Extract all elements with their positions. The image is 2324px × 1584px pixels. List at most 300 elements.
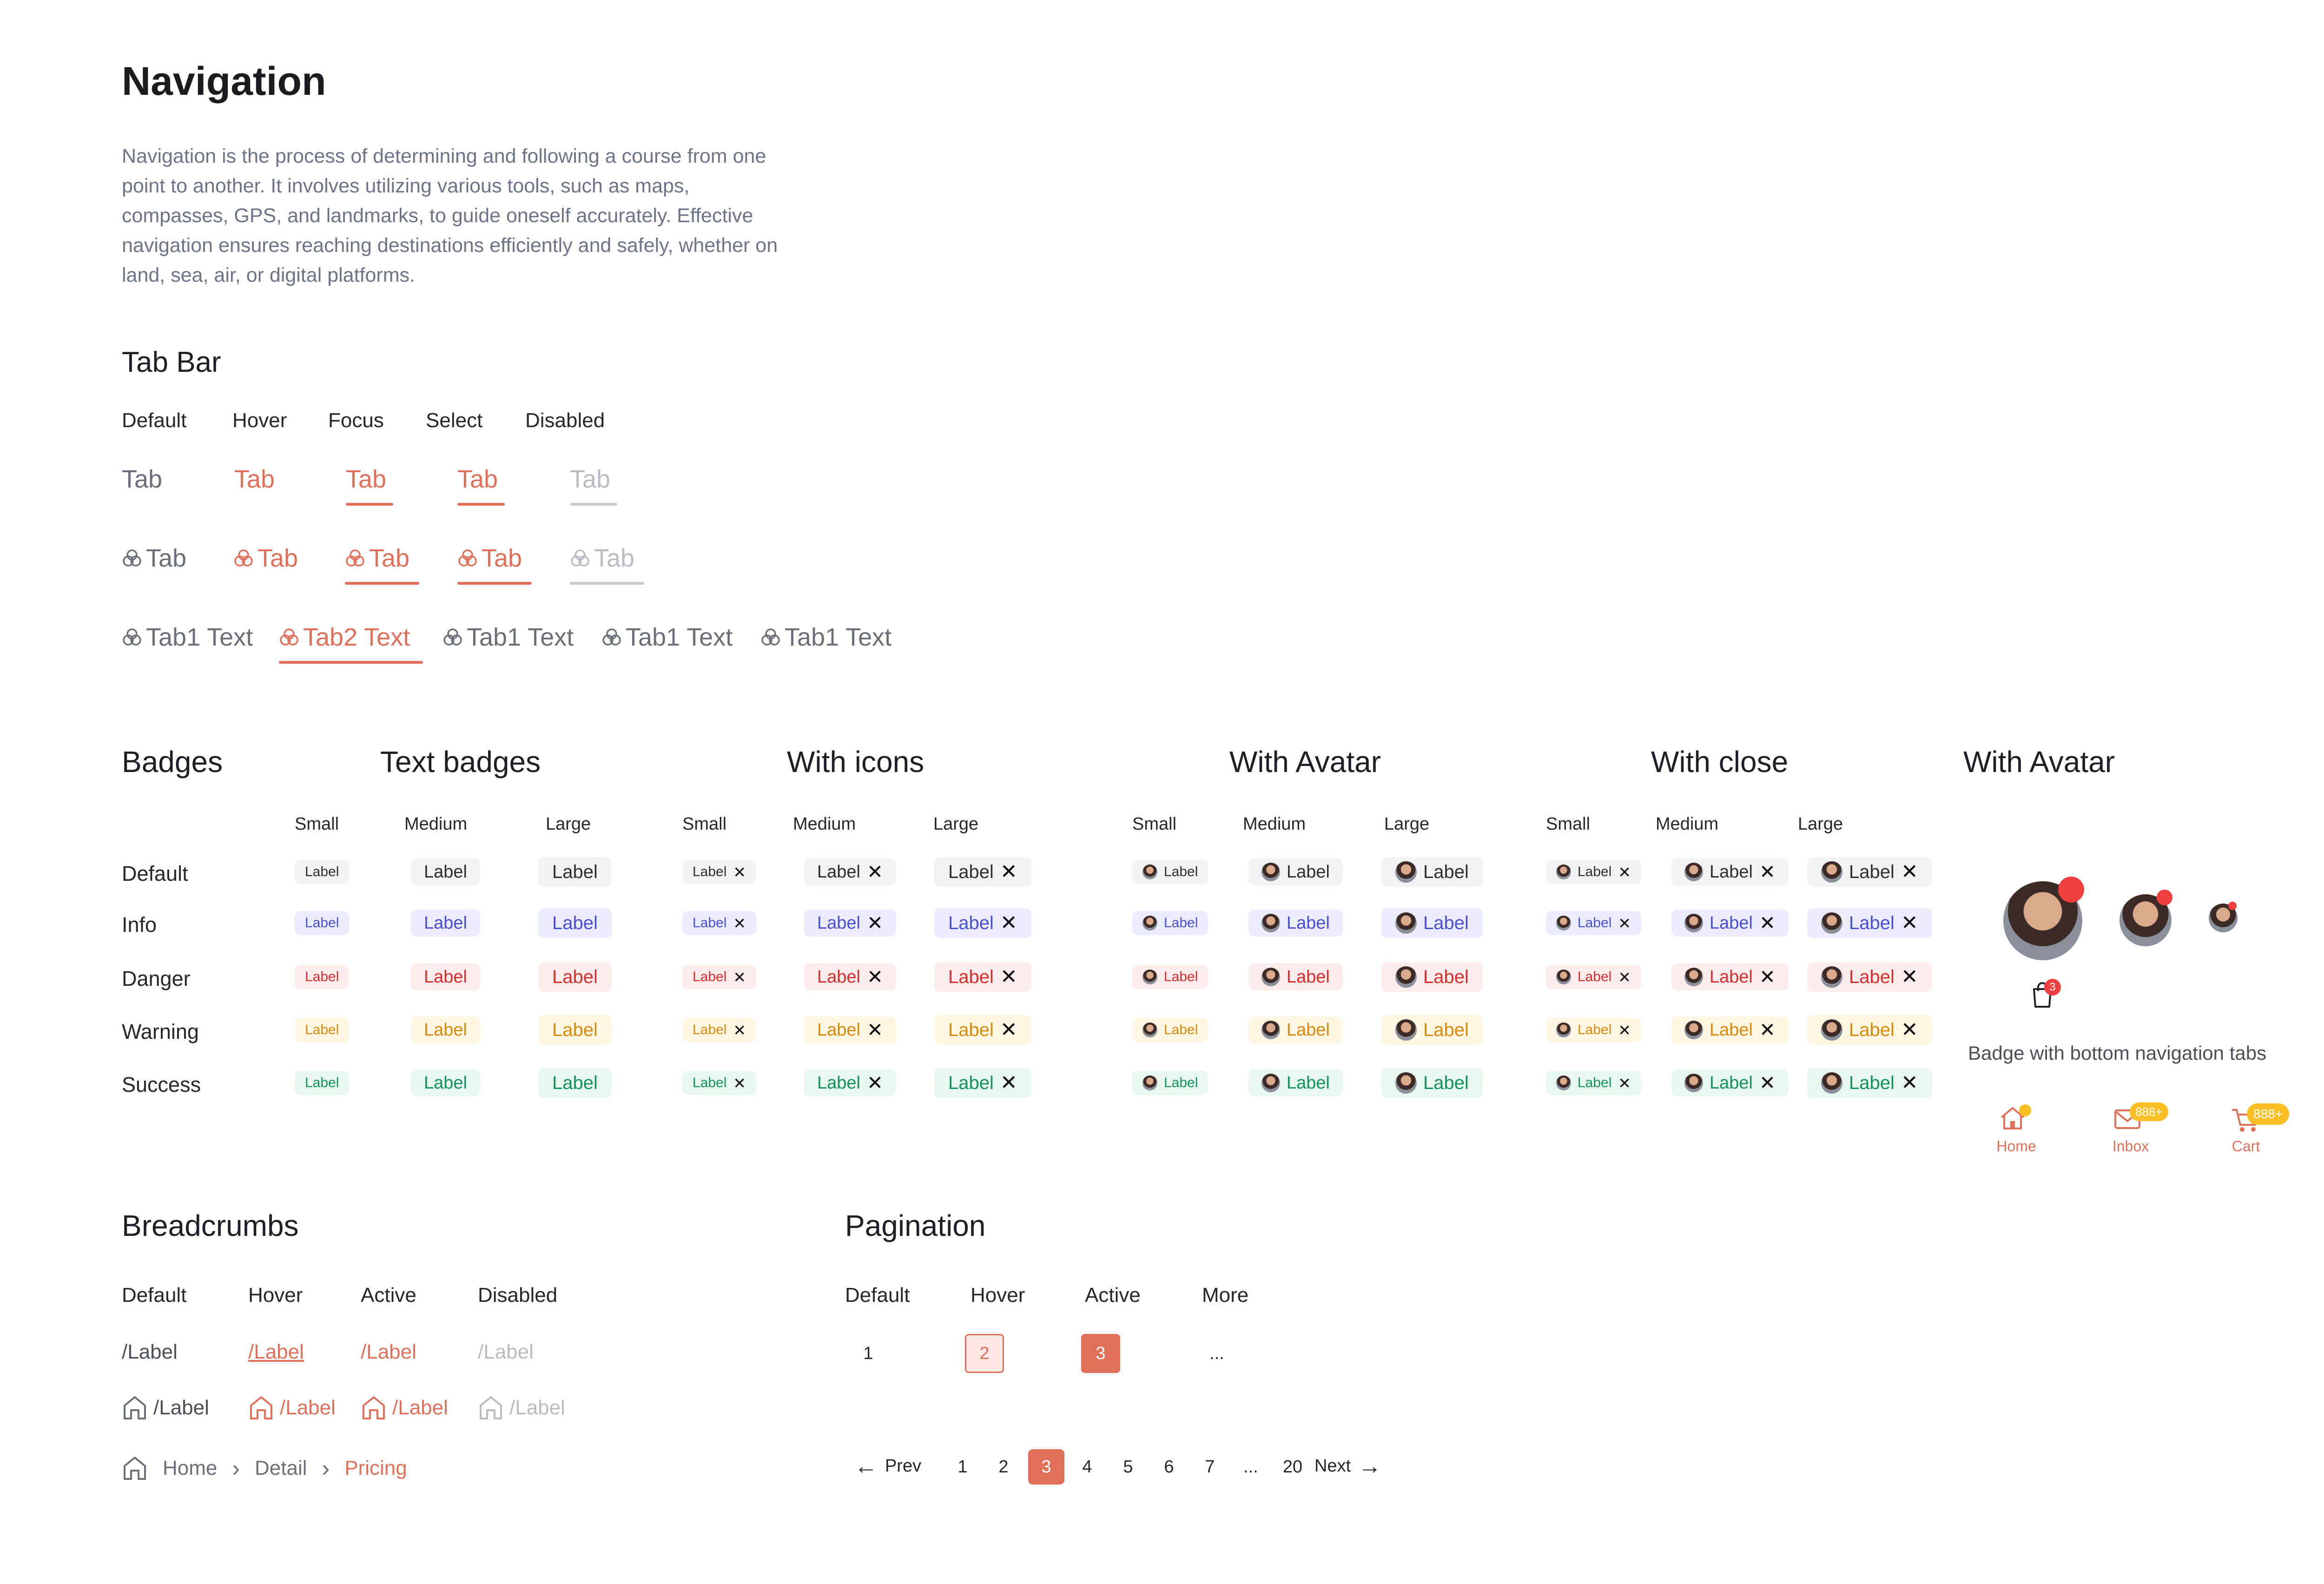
badge-danger[interactable] <box>1546 965 1641 989</box>
close-icon[interactable]: ✕ <box>1759 966 1776 988</box>
close-icon[interactable]: ✕ <box>1000 911 1017 934</box>
breadcrumb-link[interactable]: Detail <box>255 1457 307 1479</box>
badge-info <box>1248 910 1343 937</box>
arrow-right-icon: → <box>1358 1453 1382 1479</box>
badge-label: Label <box>948 861 994 882</box>
avatar <box>1556 916 1571 931</box>
close-badges-title: With close <box>1651 745 1789 779</box>
badge-label: Label <box>1164 915 1198 931</box>
page-number[interactable]: 3 <box>1028 1449 1064 1485</box>
badge-warning <box>411 1016 480 1043</box>
avatar <box>1684 968 1703 986</box>
badge-danger <box>538 962 612 992</box>
badge-success <box>1132 1071 1208 1095</box>
badge-label: Label <box>305 1075 339 1090</box>
breadcrumb-home-item[interactable] <box>361 1395 448 1420</box>
badge-warning <box>682 1018 756 1042</box>
badge-label: Label <box>1287 1073 1330 1093</box>
badge-label: Label <box>693 969 727 984</box>
page-number[interactable]: 5 <box>1123 1457 1133 1477</box>
breadcrumb-item[interactable]: /Label <box>248 1340 304 1363</box>
avatar <box>1684 1021 1703 1039</box>
breadcrumbs-title: Breadcrumbs <box>122 1209 299 1242</box>
close-icon[interactable]: ✕ <box>1000 1071 1017 1094</box>
badge-danger[interactable] <box>1807 962 1932 992</box>
badge-label: Label <box>552 1072 598 1093</box>
text-tab[interactable] <box>122 623 253 652</box>
badge-warning <box>804 1016 896 1043</box>
badge-row-label: Info <box>122 913 157 937</box>
page-number[interactable]: 7 <box>1205 1457 1215 1477</box>
badge-label: Label <box>817 967 860 987</box>
breadcrumb-home-item <box>478 1395 565 1420</box>
text-tab[interactable] <box>760 623 891 652</box>
badge-danger <box>1381 962 1483 992</box>
pagination-state-label: Active <box>1085 1284 1141 1307</box>
badge-info <box>1132 911 1208 935</box>
close-icon[interactable]: ✕ <box>1000 860 1017 883</box>
cart-count-badge: 888+ <box>2247 1103 2289 1125</box>
badge-success[interactable] <box>1546 1071 1641 1095</box>
pagination-state-label: More <box>1202 1284 1249 1307</box>
badge-label: Label <box>552 966 598 987</box>
tab-item[interactable]: Tab <box>346 465 387 493</box>
tab-underline <box>345 582 419 585</box>
nav-inbox-label[interactable]: Inbox <box>2112 1138 2149 1155</box>
badge-danger <box>411 964 480 990</box>
badge-label: Label <box>1423 912 1469 933</box>
badge-danger[interactable] <box>1671 964 1789 990</box>
badge-label: Label <box>693 864 727 879</box>
badge-warning[interactable] <box>1671 1016 1789 1043</box>
badge-info <box>295 911 349 935</box>
avatar <box>1395 1072 1417 1094</box>
close-icon[interactable]: ✕ <box>733 863 746 881</box>
close-icon[interactable]: ✕ <box>1901 1071 1918 1094</box>
icon-tab-item[interactable] <box>345 544 409 573</box>
badge-danger <box>1132 965 1208 989</box>
tab-icon <box>442 627 463 647</box>
badge-success <box>1248 1069 1343 1096</box>
close-icon[interactable]: ✕ <box>1901 965 1918 988</box>
badge-warning <box>1381 1015 1483 1045</box>
badge-default <box>682 860 756 884</box>
badge-label: Label <box>305 915 339 931</box>
badge-danger <box>682 965 756 989</box>
arrow-left-icon: ← <box>854 1453 878 1479</box>
close-icon[interactable]: ✕ <box>866 912 884 934</box>
home-icon <box>122 1456 148 1481</box>
home-dot <box>2019 1104 2031 1116</box>
pagination-state-label: Hover <box>971 1284 1025 1307</box>
badge-label: Label <box>1849 1072 1895 1093</box>
tab-label: Tab <box>594 544 635 572</box>
badge-success <box>538 1068 612 1098</box>
avatar-notif-title: With Avatar <box>1963 745 2115 779</box>
size-label: Medium <box>1243 814 1306 834</box>
badge-success <box>295 1071 349 1095</box>
badge-success[interactable] <box>1807 1068 1932 1098</box>
badge-warning <box>1248 1016 1343 1043</box>
badge-warning[interactable] <box>1546 1018 1641 1042</box>
badge-label: Label <box>1164 1022 1198 1037</box>
size-label: Medium <box>793 814 856 834</box>
badge-label: Label <box>552 1019 598 1040</box>
home-icon <box>122 1395 148 1420</box>
close-icon[interactable]: ✕ <box>1618 1074 1631 1092</box>
text-badges-title: Text badges <box>380 745 541 779</box>
badge-label: Label <box>817 1020 860 1040</box>
badge-label: Label <box>817 913 860 933</box>
tab-underline <box>457 582 532 585</box>
page-button[interactable]: 1 <box>863 1343 873 1363</box>
badge-warning[interactable] <box>1807 1015 1932 1045</box>
avatar <box>1395 966 1417 988</box>
close-icon[interactable]: ✕ <box>733 968 746 986</box>
text-tab[interactable] <box>442 623 574 652</box>
badge-label: Label <box>1578 864 1612 879</box>
size-label: Small <box>295 814 339 834</box>
avatar <box>1395 912 1417 934</box>
nav-home-label[interactable]: Home <box>1996 1138 2036 1155</box>
avatar <box>1261 863 1280 881</box>
badge-row-label: Success <box>122 1073 201 1096</box>
badge-default[interactable] <box>1671 858 1789 885</box>
badge-success[interactable] <box>1671 1069 1789 1096</box>
tab-state-label: Default <box>122 409 187 432</box>
close-icon[interactable]: ✕ <box>1901 1018 1918 1041</box>
prev-button[interactable] <box>854 1452 921 1480</box>
badge-label: Label <box>1849 912 1895 933</box>
tab-underline <box>346 503 393 506</box>
badge-label: Label <box>1423 1072 1469 1093</box>
badge-label: Label <box>1578 969 1612 984</box>
close-icon[interactable]: ✕ <box>866 966 884 988</box>
badge-label: Label <box>1710 913 1753 933</box>
icon-badges-title: With icons <box>787 745 924 779</box>
tab-state-label: Hover <box>232 409 287 432</box>
home-icon <box>361 1395 387 1420</box>
badge-label: Label <box>948 966 994 987</box>
badge-label: Label <box>948 912 994 933</box>
avatar <box>1684 1074 1703 1092</box>
tab-item: Tab <box>570 465 611 493</box>
close-icon[interactable]: ✕ <box>1759 1019 1776 1041</box>
badge-success <box>934 1068 1031 1098</box>
page-button[interactable]: 3 <box>1081 1334 1120 1373</box>
breadcrumb-state-label: Disabled <box>478 1284 558 1307</box>
avatar <box>1556 970 1571 984</box>
badge-label: Label <box>1164 969 1198 984</box>
breadcrumb-item[interactable]: /Label <box>122 1340 178 1363</box>
badge-info <box>804 910 896 937</box>
tab-icon <box>233 548 254 568</box>
badge-label: Label <box>1849 966 1895 987</box>
avatar <box>1142 1023 1157 1037</box>
tab-label: Tab1 Text <box>467 623 574 651</box>
tab-label: Tab <box>369 544 410 572</box>
badge-default <box>934 857 1031 887</box>
close-icon[interactable]: ✕ <box>1000 1018 1017 1041</box>
tab-label: Tab <box>146 544 187 572</box>
chevron-right-icon: › <box>322 1455 330 1481</box>
tab-label: Tab1 Text <box>626 623 733 651</box>
badge-label: Label <box>1849 861 1895 882</box>
page-button[interactable]: ... <box>1209 1343 1224 1363</box>
close-icon[interactable]: ✕ <box>1000 965 1017 988</box>
badge-label: Label <box>1578 1075 1612 1090</box>
tab-label: Tab1 Text <box>146 623 253 651</box>
badge-info[interactable] <box>1807 908 1932 938</box>
badge-label: Label <box>693 915 727 931</box>
badge-label: Label <box>424 1020 467 1040</box>
avatar <box>1821 861 1842 883</box>
next-button[interactable] <box>1314 1452 1381 1480</box>
breadcrumb-label: /Label <box>153 1396 209 1419</box>
close-icon[interactable]: ✕ <box>1759 861 1776 883</box>
badge-default[interactable] <box>1807 857 1932 887</box>
badges-title: Badges <box>122 745 223 779</box>
badge-label: Label <box>1287 967 1330 987</box>
tab-icon <box>345 548 365 568</box>
breadcrumb-state-label: Active <box>361 1284 416 1307</box>
badge-label: Label <box>948 1072 994 1093</box>
avatar <box>1142 865 1157 879</box>
badge-info <box>682 911 756 935</box>
badge-warning <box>934 1015 1031 1045</box>
badge-label: Label <box>424 967 467 987</box>
close-icon[interactable]: ✕ <box>1759 1072 1776 1094</box>
close-icon[interactable]: ✕ <box>1618 968 1631 986</box>
tab-underline <box>570 582 644 585</box>
tab-state-label: Focus <box>328 409 384 432</box>
pagination-state-label: Default <box>845 1284 910 1307</box>
nav-cart-label[interactable]: Cart <box>2232 1138 2260 1155</box>
breadcrumb-label: /Label <box>509 1396 565 1419</box>
badge-danger <box>1248 964 1343 990</box>
size-label: Medium <box>1656 814 1719 834</box>
tab-state-label: Disabled <box>525 409 605 432</box>
tab-underline <box>279 661 423 664</box>
home-icon <box>248 1395 274 1420</box>
avatar <box>1821 1072 1842 1094</box>
tab-icon <box>122 627 142 647</box>
badge-success <box>804 1069 896 1096</box>
breadcrumb-link[interactable]: Home <box>163 1457 218 1479</box>
close-icon[interactable]: ✕ <box>866 1019 884 1041</box>
close-icon[interactable]: ✕ <box>1901 911 1918 934</box>
badge-label: Label <box>1710 967 1753 987</box>
badge-success <box>411 1069 480 1096</box>
close-icon[interactable]: ✕ <box>866 861 884 883</box>
size-label: Small <box>682 814 727 834</box>
tab-item[interactable]: Tab <box>234 465 275 493</box>
avatar <box>1684 914 1703 932</box>
badge-warning <box>1132 1018 1208 1042</box>
breadcrumb-item[interactable]: /Label <box>361 1340 416 1363</box>
avatar <box>1261 1021 1280 1039</box>
avatar <box>1261 914 1280 932</box>
tab-selected[interactable] <box>279 623 410 652</box>
tab-icon <box>122 548 142 568</box>
badge-label: Label <box>1710 1073 1753 1093</box>
close-icon[interactable]: ✕ <box>733 1021 746 1039</box>
breadcrumb-trail <box>122 1455 407 1482</box>
badge-label: Label <box>817 862 860 882</box>
next-label: Next <box>1314 1456 1351 1476</box>
badge-info[interactable] <box>1546 911 1641 935</box>
tab-icon <box>279 627 299 647</box>
badge-row-label: Danger <box>122 967 191 990</box>
close-icon[interactable]: ✕ <box>1759 912 1776 934</box>
badge-label: Label <box>305 969 339 984</box>
chevron-right-icon: › <box>232 1455 240 1481</box>
badge-danger <box>804 964 896 990</box>
badge-success <box>682 1071 756 1095</box>
badge-label: Label <box>1287 1020 1330 1040</box>
breadcrumb-label: /Label <box>392 1396 448 1419</box>
badge-danger <box>934 962 1031 992</box>
badge-label: Label <box>1423 966 1469 987</box>
close-icon[interactable]: ✕ <box>1618 1021 1631 1039</box>
badge-row-label: Warning <box>122 1020 199 1043</box>
page-number[interactable]: ... <box>1243 1457 1258 1477</box>
breadcrumb-label: /Label <box>280 1396 336 1419</box>
tab-label: Tab <box>257 544 298 572</box>
badge-default <box>804 858 896 885</box>
avatar-dot-large <box>2058 877 2084 903</box>
size-label: Small <box>1132 814 1177 834</box>
badge-label: Label <box>424 862 467 882</box>
page-description: Navigation is the process of determining and following a course from one point to another. It involves utilizing various tools, such as maps, compasses, GPS, and landmarks, to guide oneself accurately. Effective navigation ensures reaching destinations efficiently and safely, whether on land, sea, air, or digital platforms. <box>122 145 778 286</box>
tab-icon <box>570 548 590 568</box>
badge-info <box>1381 908 1483 938</box>
avatar <box>1395 1019 1417 1041</box>
size-label: Large <box>1384 814 1430 834</box>
page-number[interactable]: 2 <box>998 1457 1009 1477</box>
avatar <box>1142 1076 1157 1090</box>
avatar-dot-small <box>2228 902 2237 910</box>
avatar <box>1142 916 1157 931</box>
badge-label: Label <box>1287 862 1330 882</box>
breadcrumb-item: /Label <box>478 1340 534 1363</box>
badge-label: Label <box>305 1022 339 1037</box>
badge-label: Label <box>693 1075 727 1090</box>
badge-label: Label <box>1423 1019 1469 1040</box>
badge-label: Label <box>1423 861 1469 882</box>
page-number[interactable]: 4 <box>1082 1457 1092 1477</box>
icon-tab-item[interactable] <box>457 544 522 573</box>
avatar <box>1556 1076 1571 1090</box>
icon-tab-item[interactable] <box>233 544 298 573</box>
inbox-count-badge: 888+ <box>2130 1102 2168 1121</box>
tab-label: Tab <box>482 544 522 572</box>
avatar <box>1684 863 1703 881</box>
tabbar-title: Tab Bar <box>122 346 221 378</box>
avatar <box>1261 968 1280 986</box>
text-tab[interactable] <box>601 623 733 652</box>
close-icon[interactable]: ✕ <box>1618 914 1631 932</box>
breadcrumb-link[interactable]: Pricing <box>344 1457 407 1479</box>
breadcrumb-home-item[interactable] <box>248 1395 336 1420</box>
nav-caption: Badge with bottom navigation tabs <box>1968 1042 2267 1064</box>
badge-label: Label <box>424 1073 467 1093</box>
tab-state-label: Select <box>426 409 483 432</box>
avatar <box>1821 912 1842 934</box>
breadcrumb-home-item[interactable] <box>122 1395 209 1420</box>
page-number[interactable]: 20 <box>1282 1457 1303 1477</box>
page-button[interactable]: 2 <box>965 1334 1004 1373</box>
tab-label: Tab1 Text <box>785 623 892 651</box>
size-label: Large <box>1798 814 1843 834</box>
page-title: Navigation <box>122 59 326 104</box>
badge-warning <box>538 1015 612 1045</box>
badge-info <box>934 908 1031 938</box>
badge-default <box>1248 858 1343 885</box>
badge-label: Label <box>1578 915 1612 931</box>
badge-default <box>1381 857 1483 887</box>
close-icon[interactable]: ✕ <box>1618 863 1631 881</box>
badge-label: Label <box>817 1073 860 1093</box>
icon-tab-item[interactable] <box>122 544 186 573</box>
badge-label: Label <box>1710 862 1753 882</box>
tab-icon <box>457 548 478 568</box>
tab-icon <box>760 627 781 647</box>
badge-default <box>295 860 349 884</box>
badge-default[interactable] <box>1546 860 1641 884</box>
tab-item[interactable]: Tab <box>122 465 163 493</box>
badge-label: Label <box>693 1022 727 1037</box>
badge-label: Label <box>552 912 598 933</box>
tab-underline <box>457 503 505 506</box>
breadcrumb-state-label: Hover <box>248 1284 303 1307</box>
badge-label: Label <box>424 913 467 933</box>
close-icon[interactable]: ✕ <box>733 914 746 932</box>
avatar <box>1556 1023 1571 1037</box>
badge-warning <box>295 1018 349 1042</box>
avatar <box>1395 861 1417 883</box>
page-number[interactable]: 6 <box>1164 1457 1174 1477</box>
avatar <box>1556 865 1571 879</box>
avatar <box>1142 970 1157 984</box>
avatar-dot-medium <box>2157 890 2172 905</box>
badge-row-label: Default <box>122 862 188 885</box>
badge-label: Label <box>1849 1019 1895 1040</box>
badge-label: Label <box>1710 1020 1753 1040</box>
close-icon[interactable]: ✕ <box>733 1074 746 1092</box>
size-label: Large <box>933 814 979 834</box>
badge-danger <box>295 965 349 989</box>
pagination-title: Pagination <box>845 1209 986 1242</box>
badge-label: Label <box>552 861 598 882</box>
badge-label: Label <box>305 864 339 879</box>
tab-item[interactable]: Tab <box>457 465 498 493</box>
home-icon <box>478 1395 504 1420</box>
close-icon[interactable]: ✕ <box>866 1072 884 1094</box>
page-number[interactable]: 1 <box>957 1457 968 1477</box>
tab-underline <box>570 503 617 506</box>
badge-info <box>411 910 480 937</box>
close-icon[interactable]: ✕ <box>1901 860 1918 883</box>
badge-default <box>1132 860 1208 884</box>
breadcrumb-state-label: Default <box>122 1284 187 1307</box>
badge-label: Label <box>948 1019 994 1040</box>
badge-label: Label <box>1578 1022 1612 1037</box>
avatar <box>1261 1074 1280 1092</box>
size-label: Medium <box>404 814 468 834</box>
badge-info[interactable] <box>1671 910 1789 937</box>
badge-label: Label <box>1164 864 1198 879</box>
